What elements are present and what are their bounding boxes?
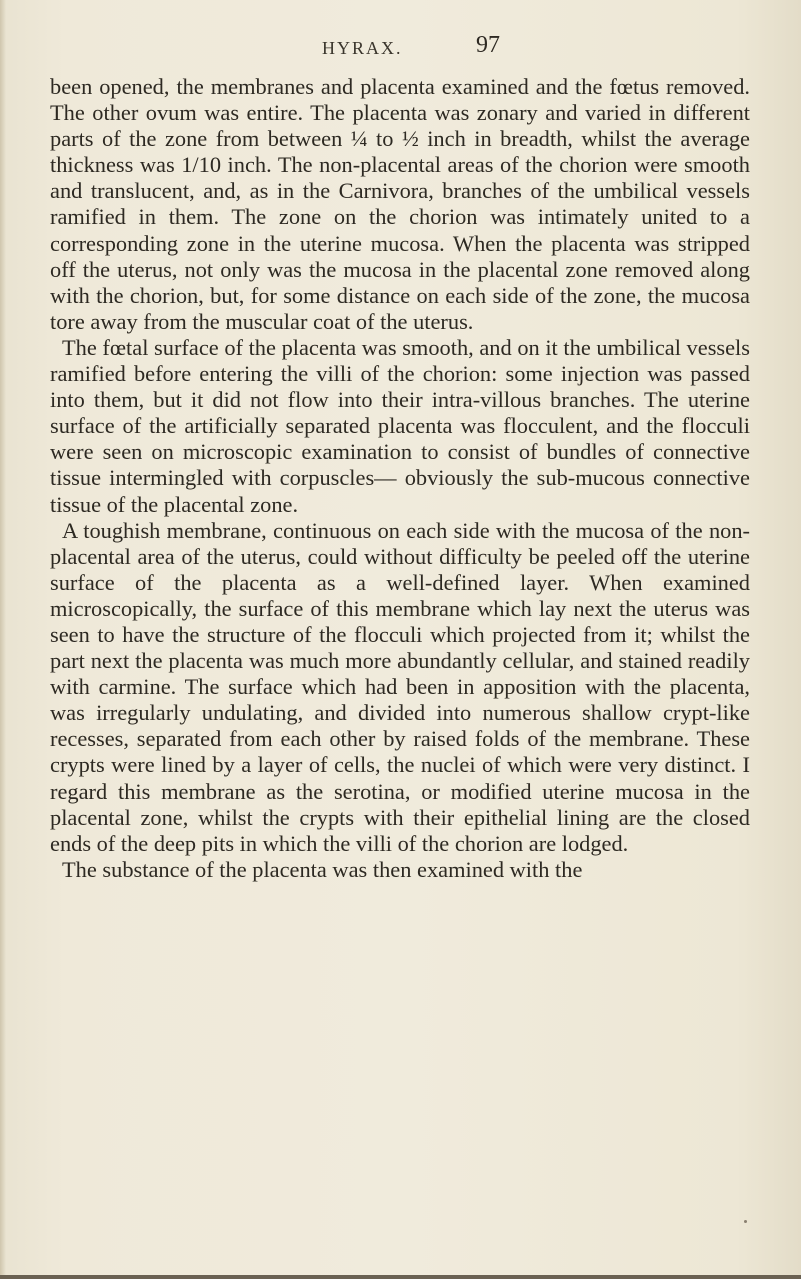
print-speck — [744, 1220, 747, 1223]
running-title: HYRAX. — [322, 38, 403, 58]
page-number: 97 — [476, 32, 500, 58]
paragraph-1: been opened, the membranes and placenta examined and the fœtus removed. The other ovum was entire. The placenta was zonary and varied in different parts of the zone from between ¼ to ½ inch in breadth, whilst the average thickness was 1/10 inch. The non-placental areas of the chorion were smooth and translucent, and, as in the Carnivora, branches of the umbilical vessels ramified in them. The zone on the chorion was intimately united to a corresponding zone in the uterine mucosa. When the placenta was stripped off the uterus, not only was the mucosa in the placental zone removed along with the chorion, but, for some distance on each side of the zone, the mucosa tore away from the muscular coat of the uterus. — [50, 74, 750, 334]
paragraph-3: A toughish membrane, continuous on each side with the mucosa of the non-placental area of the uterus, could without difficulty be peeled off the uterine surface of the placenta as a well-defined layer. When examined microscopically, the surface of this membrane which lay next the uterus was seen to have the structure of the flocculi which projected from it; whilst the part next the placenta was much more abundantly cellular, and stained readily with carmine. The surface which had been in apposition with the placenta, was irregularly undulating, and divided into numerous shallow crypt-like recesses, separated from each other by raised folds of the membrane. These crypts were lined by a layer of cells, the nuclei of which were very distinct. I regard this membrane as the serotina, or modified uterine mucosa in the placental zone, whilst the crypts with their epithelial lining are the closed ends of the deep pits in which the villi of the chorion are lodged. — [50, 517, 750, 856]
page-bottom-edge — [0, 1275, 801, 1279]
paragraph-2: The fœtal surface of the placenta was smooth, and on it the umbilical vessels ramified before entering the villi of the chorion: some injection was passed into them, but it did not flow into their intra-villous branches. The uterine surface of the artificially separated placenta was flocculent, and the flocculi were seen on microscopic examination to consist of bundles of connective tissue intermingled with corpuscles— obviously the sub-mucous connective tissue of the placental zone. — [50, 334, 750, 517]
body-text — [50, 74, 750, 883]
page-binding-shadow — [0, 0, 6, 1279]
paragraph-4: The substance of the placenta was then examined with the — [62, 856, 583, 882]
page-header — [60, 30, 750, 60]
